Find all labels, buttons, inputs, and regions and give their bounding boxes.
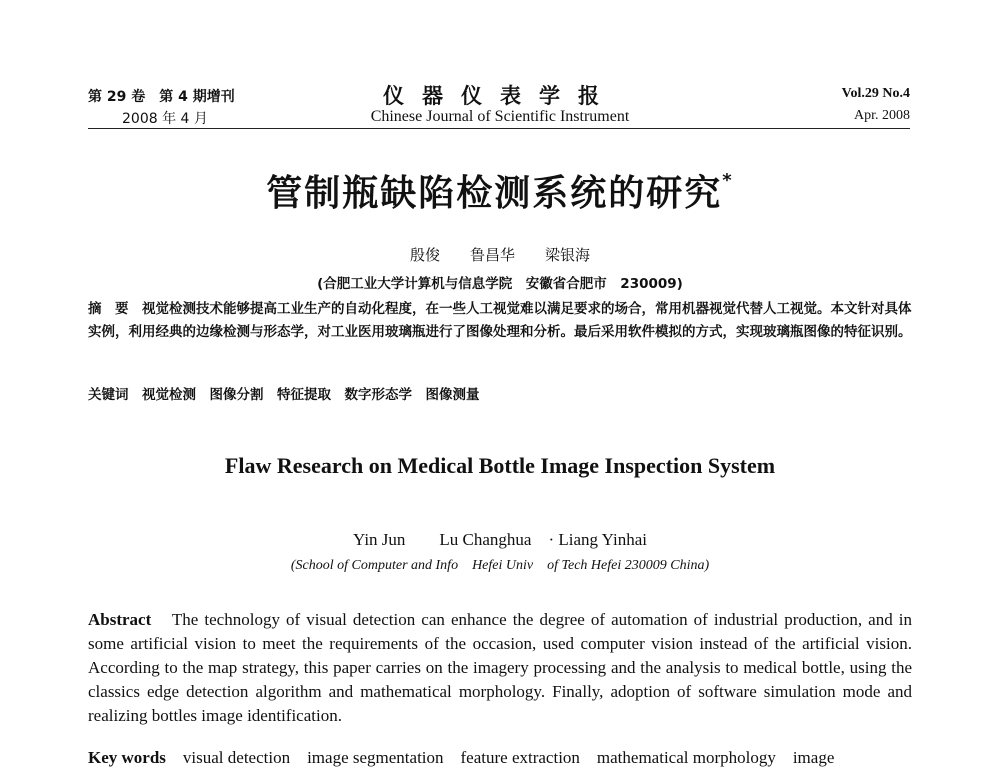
keywords-en-label: Key words [88,748,166,767]
volume-issue: 第 29 卷 第 4 期增刊 [88,89,235,105]
abstract-en [88,608,912,728]
authors-cn: 殷俊 鲁昌华 梁银海 [409,246,590,264]
header-rule [88,128,910,129]
abstract-en-text: The technology of visual detection can enhance the degree of automation of industrial production, and in some artificial vision to meet the requirements of the occasion, used computer vision instead of the artificial vision. According to the map strategy, this paper carries on the imagery processing and the analysis to medical bottle, using the classics edge detection algorithm and mathematical morphology. Finally, adoption of software simulation mode and realizing bottles image identification. [88,610,912,725]
keywords-cn [88,384,912,407]
affiliation-cn: (合肥工业大学计算机与信息学院 安徽省合肥市 230009) [317,276,683,292]
volume-en: Vol.29 No.4 [841,86,910,101]
keywords-en [88,746,912,770]
paper-title-en: Flaw Research on Medical Bottle Image Inspection System [224,453,776,478]
issue-date-cn: 2008 年 4 月 [122,111,208,127]
paper-title-cn [0,165,1000,216]
keywords-cn-text: 视觉检测 图像分割 特征提取 数字形态学 图像测量 [142,387,480,403]
abstract-en-label: Abstract [88,610,152,629]
keywords-cn-label: 关键词 [88,387,129,403]
issue-date-en: Apr. 2008 [854,108,910,123]
title-footnote-mark: * [722,170,734,191]
affiliation-en: (School of Computer and Info Hefei Univ of Tech Hefei 230009 China) [290,558,710,573]
authors-en: Yin Jun Lu Changhua · Liang Yinhai [352,530,647,549]
abstract-cn [88,298,912,344]
title-cn-text: 管制瓶缺陷检测系统的研究 [266,173,723,214]
abstract-cn-label: 摘 要 [88,301,129,317]
abstract-cn-text: 视觉检测技术能够提高工业生产的自动化程度，在一些人工视觉难以满足要求的场合，常用机器视觉代替人工视觉。本文针对具体实例，利用经典的边缘检测与形态学，对工业医用玻璃瓶进行了图像处理和分析。最后采用软件模拟的方式，实现玻璃瓶图像的特征识别。 [88,301,912,340]
journal-name-cn: 仪器仪表学报 [383,84,617,108]
journal-name-en: Chinese Journal of Scientific Instrument [370,108,630,125]
keywords-en-text: visual detection image segmentation feature extraction mathematical morphology image [182,748,835,767]
